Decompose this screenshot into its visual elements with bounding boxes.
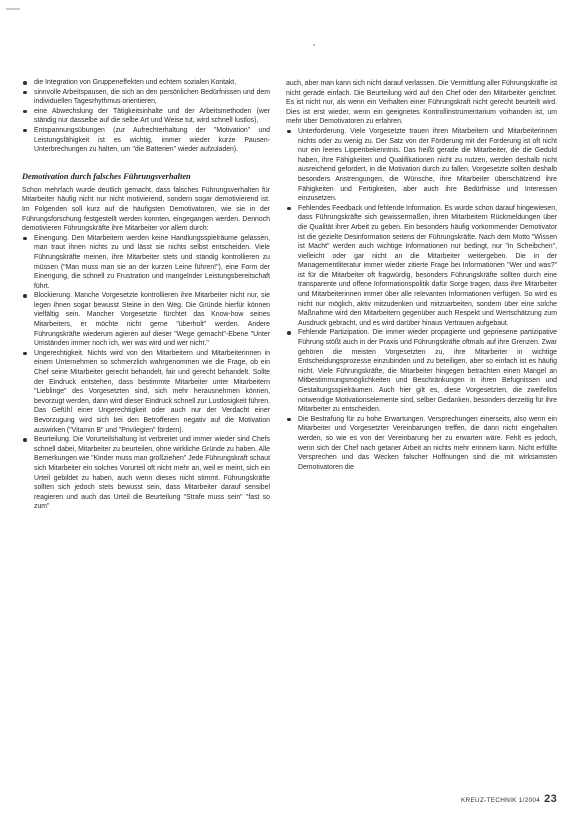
list-item: sinnvolle Arbeitspausen, die sich an den persönlichen Bedürfnissen und dem individuellen Tagesrhythmus orientieren, [22, 88, 270, 107]
list-item: Die Bestrafung für zu hohe Erwartungen. Versprechungen einerseits, also wenn ein Mitarbeiter und Vorgesetzter Vereinbarungen treffen, die dann nicht eingehalten werden, so wie es von der Vereinbarung her zu erwarten wäre. Fehlt es jedoch, wenn sich der Chef nach getaner Arbeit an nichts mehr erinnern kann. Nicht erfüllte Versprechen und das Wecken falscher Hoffnungen sind die mit wirksamsten Demotivatoren die [286, 415, 557, 473]
list-item: Blockierung. Manche Vorgesetzte kontrollieren ihre Mitarbeiter nicht nur, sie legen ihnen sogar bewusst Steine in den Weg. Die Gründe hierfür können vielfältig sein. Mancher Vorgesetzte fürchtet das Know-how seines Mitarbeiters, er möchte nicht gerne "überholt" werden. Andere Führungskräfte wiederum agieren auf dieser "Wege gemacht"-Ebene "Unter Umständen immer noch ich, wer was wird und wer nicht." [22, 291, 270, 349]
top-bullet-list [22, 78, 270, 155]
list-item: Unterforderung. Viele Vorgesetzte trauen ihren Mitarbeitern und Mitarbeiterinnen nichts oder zu wenig zu. Der Satz von der Förderung mit der Forderung ist oft nicht nur ein leeres Lippenbekenntnis. Das heißt gerade die Mitarbeiter, die die Geduld haben, ihre Fähigkeiten und Qualifikationen nicht zu nutzen, werden deshalb nicht ausreichend gefordert, in die Motivation durch zu fallen. Vorgesetzte sollten deshalb besonders Anstrengungen, die Wünsche, ihre Mitarbeiter überschätzend ihre Fähigkeiten und Fertigkeiten, aber auch ihre Bedürfnisse und Interessen einzusetzen. [286, 127, 557, 204]
intro-paragraph: Schon mehrfach wurde deutlich gemacht, dass falsches Führungsverhalten für Mitarbeiter häufig nicht nur nicht motivierend, sondern sogar demotivierend ist. Im Folgenden soll kurz auf die häufigsten Demotivatoren, wie sie in der Führungsforschung festgestellt werden konnten, eingegangen werden. Dennoch demotivieren Führungskräfte ihre Mitarbeiter vor allem durch: [22, 186, 270, 233]
list-item: Fehlende Partizipation. Die immer wieder propagierte und gepriesene partizipative Führung stößt auch in der Praxis und Führungskräfte oftmals auf ihre Grenzen. Zwar gehören die meisten Vorgesetzten zu, ihre Mitarbeiter in wichtige Entscheidungsprozesse einzubinden und zu beteiligen, aber so einfach ist es häufig nicht. Viele Führungskräfte, die Mitarbeiter hingegen betrachten einen Mangel an Mitbestimmungsmöglichkeiten und Beschränkungen in ihren Befugnissen und Gestaltungsspielräumen. Auch hier gilt es, diese Vorgesetzten, die zweifellos notwendige Motivationselemente sind, selber Gedanken, besonders derzeitig für ihre Mitarbeiter zu entscheiden. [286, 328, 557, 414]
list-item: die Integration von Gruppeneffekten und echtem sozialen Kontakt, [22, 78, 270, 88]
journal-name: KREUZ-TECHNIK 1/2004 [460, 797, 541, 804]
continued-paragraph: auch, aber man kann sich nicht darauf verlassen. Die Vermittlung aller Führungskräfte ist nicht gerade einfach. Die Beurteilung wird auf den Chef oder den Mitarbeiter gerichtet. Es ist nicht nur, als wenn ein Verhalten einer Führungskraft nicht gerecht beurteilt wird. Dies ist erst wieder, wenn ein geeignetes Kontrollinstrumentarium vorhanden ist, um mehr über Demotivatoren zu erfahren. [286, 80, 557, 126]
right-column [286, 79, 557, 472]
list-item: Entspannungsübungen (zur Aufrechterhaltung der "Motivation" und Leistungsfähigkeit ist es wichtig, immer wieder kurze Pausen-Unterbrechungen zu halten, um "die Batterien" wieder aufzuladen). [22, 126, 270, 155]
list-item: eine Abwechslung der Tätigkeitsinhalte und der Arbeitsmethoden (wer ständig nur dasselbe auf die selbe Art und Weise tut, wird schnell lustlos), [22, 107, 270, 126]
scan-speck [313, 44, 315, 46]
demotivators-list [22, 234, 270, 512]
list-item: Fehlendes Feedback und fehlende Information. Es wurde schon darauf hingewiesen, dass Führungskräfte sich gewissermaßen, ihren Mitarbeitern Rückmeldungen über die Qualität ihrer Arbeit zu geben. Ein besonders häufig vorkommender Demotivator ist die gezielte Desinformation seitens der Führungskräfte. Nach dem Motto "Wissen ist Macht" werden auch wichtige Informationen nur bedingt, nur "in Scheibchen", vielleicht oder gar nicht an die Mitarbeiter weitergeben. Die in der Managementliteratur immer wieder zitierte Frage bei Informationen "Wer und was?" ist für die Mitarbeiter oft fragwürdig, besonders Führungskräfte sollten durch eine transparente und offene Informationspolitik dafür Sorge tragen, dass ihre Mitarbeiter und Mitarbeiterinnen immer über alle relevanten Informationen verfügen. So wird es nicht nur möglich, aktiv mitzudenken und mitzuarbeiten, sondern über eine solche Maßnahme wird den Mitarbeitern gegenüber auch Respekt und Wertschätzung zum Ausdruck gebracht, und es wird darüber hinaus Vertrauen aufgebaut. [286, 204, 557, 329]
list-item: Einengung. Den Mitarbeitern werden keine Handlungsspielräume gelassen, man traut ihnen nichts zu und lässt sie nichts selbst entscheiden. Viele Führungskräfte meinen, ihre Mitarbeiter stets und ständig kontrollieren zu müssen ("Man muss man sie an der kurzen Leine führen!"), eine Form der Einengung, die schnell zu Frustration und mangelnder Leistungsbereitschaft führt. [22, 234, 270, 292]
corner-mark [6, 8, 20, 10]
left-column [22, 78, 270, 512]
page-footer [461, 794, 557, 806]
right-bullet-list [286, 127, 557, 472]
page-number: 23 [544, 793, 557, 805]
section-heading: Demotivation durch falsches Führungsverhalten [22, 171, 191, 181]
list-item: Ungerechtigkeit. Nichts wird von den Mitarbeitern und Mitarbeiterinnen in einem Unternehmen so schmerzlich wahrgenommen wie die Frage, ob ein Chef seine Mitarbeiter gerecht behandelt, fair und gerecht behandelt. Sollte der Eindruck entstehen, dass bestimmte Mitarbeiter unter Mitarbeitern "Lieblinge" des Vorgesetzten sind, sich mehr herausnehmen können, bevorzugt werden, dann wird dieser Eindruck schnell zur Lustlosigkeit führen. Das Gefühl einer Ungerechtigkeit oder auch nur der Verdacht einer Bevorzugung wird sich bei den Betroffenen negativ auf die Motivation auswirken ("Vitamin B" und "Privilegien" fördern). [22, 349, 270, 435]
list-item: Beurteilung. Die Vorurteilshaltung ist verbreitet und immer wieder sind Chefs schnell dabei, Mitarbeiter zu beurteilen, ohne wirkliche Gründe zu haben. Alle Bemerkungen wie "Kinder muss man großziehen" Jede Führungskraft schaut sich Mitarbeiter ein solches Vorurteil oft nicht mehr an, weil er meint, sich ein Urteil gebildet zu haben, auch wenn dieses nicht stimmt. Führungskräfte sollten sich jedoch stets bewusst sein, dass Mitarbeiter darauf sensibel reagieren und auch das Urteil die Beurteilung "Strafe muss sein" "fast so zum" [22, 435, 270, 512]
